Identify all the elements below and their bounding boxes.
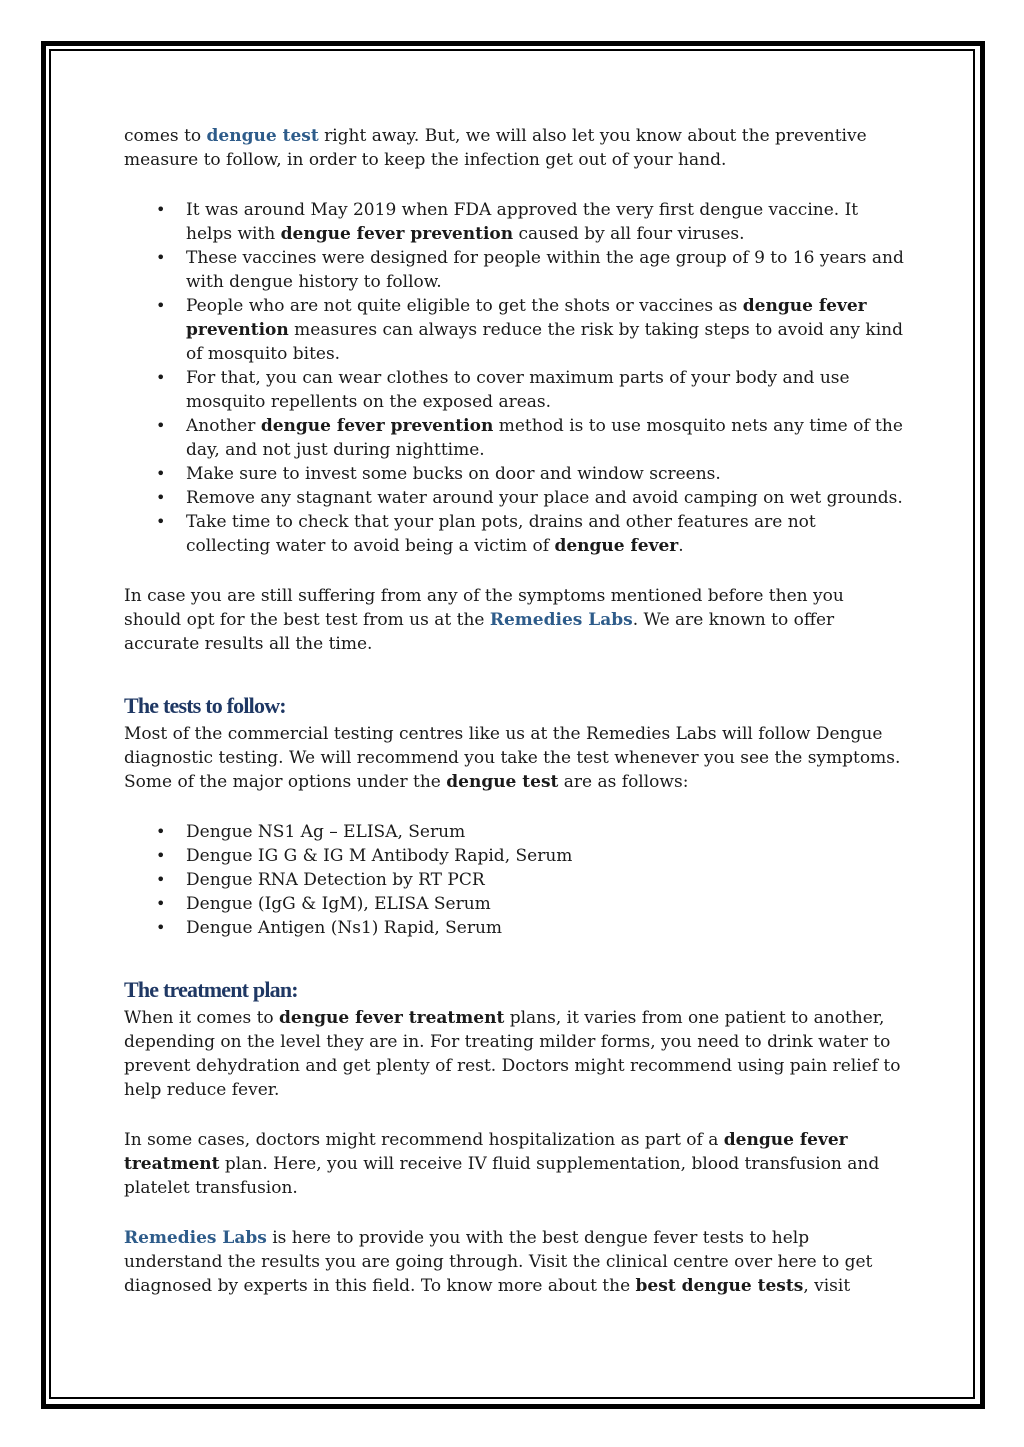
tests-list: [124, 820, 904, 940]
document-body: [124, 124, 904, 1298]
list-item: • Remove any stagnant water around your place and avoid camping on wet grounds.: [124, 486, 904, 510]
list-item: • It was around May 2019 when FDA approved the very first dengue vaccine. It helps with dengue fever prevention caused by all four viruses.: [124, 198, 904, 246]
list-item: • Make sure to invest some bucks on door and window screens.: [124, 462, 904, 486]
list-item: • Dengue RNA Detection by RT PCR: [124, 868, 904, 892]
intro-paragraph: comes to dengue test right away. But, we will also let you know about the preventive measure to follow, in order to keep the infection get out of your hand.: [124, 126, 867, 170]
remedies-labs-link[interactable]: Remedies Labs: [124, 1228, 267, 1248]
list-item: • Dengue NS1 Ag – ELISA, Serum: [124, 820, 904, 844]
list-item: • Take time to check that your plan pots, drains and other features are not collecting water to avoid being a victim of dengue fever.: [124, 510, 904, 558]
treatment-paragraph-3: Remedies Labs is here to provide you with the best dengue fever tests to help understand the results you are going through. Visit the clinical centre over here to get diagnosed by experts in this field. To know more about the best dengue tests, visit: [124, 1228, 873, 1296]
list-item: • Dengue (IgG & IgM), ELISA Serum: [124, 892, 904, 916]
symptoms-paragraph: In case you are still suffering from any of the symptoms mentioned before then you should opt for the best test from us at the Remedies Labs. We are known to offer accurate results all the time.: [124, 586, 844, 654]
list-item: • These vaccines were designed for people within the age group of 9 to 16 years and with dengue history to follow.: [124, 246, 904, 294]
list-item: • Dengue Antigen (Ns1) Rapid, Serum: [124, 916, 904, 940]
dengue-test-link[interactable]: dengue test: [206, 126, 319, 146]
prevention-list: [124, 198, 904, 558]
tests-heading: The tests to follow:: [124, 693, 286, 718]
list-item: • Dengue IG G & IG M Antibody Rapid, Serum: [124, 844, 904, 868]
treatment-paragraph-1: When it comes to dengue fever treatment plans, it varies from one patient to another, depending on the level they are in. For treating milder forms, you need to drink water to prevent dehydration and get plenty of rest. Doctors might recommend using pain relief to help reduce fever.: [124, 1008, 901, 1100]
list-item: • People who are not quite eligible to get the shots or vaccines as dengue fever prevention measures can always reduce the risk by taking steps to avoid any kind of mosquito bites.: [124, 294, 904, 366]
remedies-labs-link[interactable]: Remedies Labs: [489, 610, 633, 630]
list-item: • For that, you can wear clothes to cover maximum parts of your body and use mosquito repellents on the exposed areas.: [124, 366, 904, 414]
list-item: • Another dengue fever prevention method is to use mosquito nets any time of the day, and not just during nighttime.: [124, 414, 904, 462]
treatment-paragraph-2: In some cases, doctors might recommend hospitalization as part of a dengue fever treatment plan. Here, you will receive IV fluid supplementation, blood transfusion and platelet transfusion.: [124, 1130, 880, 1198]
tests-paragraph: Most of the commercial testing centres like us at the Remedies Labs will follow Dengue diagnostic testing. We will recommend you take the test whenever you see the symptoms. Some of the major options under the dengue test are as follows:: [124, 724, 901, 792]
treatment-heading: The treatment plan:: [124, 977, 298, 1002]
